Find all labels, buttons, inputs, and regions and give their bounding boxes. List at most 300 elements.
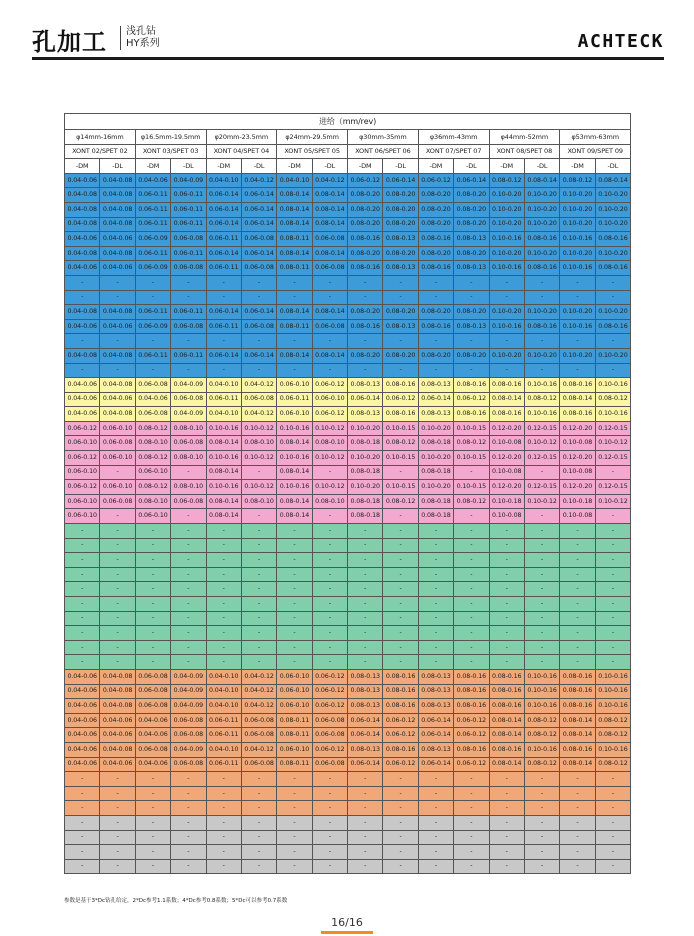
feed-value-cell: 0.08-0.20 (348, 305, 383, 320)
feed-value-cell: - (100, 786, 135, 801)
feed-value-cell: 0.06-0.11 (206, 392, 241, 407)
feed-value-cell: 0.08-0.20 (454, 202, 489, 217)
feed-value-cell: - (241, 611, 276, 626)
table-row (65, 801, 631, 816)
feed-value-cell: - (171, 553, 206, 568)
feed-value-cell: 0.06-0.12 (312, 669, 347, 684)
feed-value-cell: 0.06-0.08 (241, 392, 276, 407)
feed-value-cell: 0.08-0.16 (595, 232, 631, 247)
feed-value-cell: - (100, 611, 135, 626)
feed-value-cell: 0.10-0.16 (277, 421, 312, 436)
diameter-range-header: φ24mm-29.5mm (277, 130, 348, 145)
table-row (65, 742, 631, 757)
feed-value-cell: 0.10-0.20 (348, 480, 383, 495)
feed-value-cell: - (206, 363, 241, 378)
feed-value-cell: 0.04-0.06 (65, 757, 100, 772)
feed-value-cell: - (241, 567, 276, 582)
feed-value-cell: - (560, 363, 595, 378)
feed-value-cell: 0.10-0.16 (560, 319, 595, 334)
feed-value-cell: 0.08-0.10 (171, 480, 206, 495)
feed-value-cell: - (560, 553, 595, 568)
feed-value-cell: - (418, 640, 453, 655)
feed-value-cell: - (206, 830, 241, 845)
feed-value-cell: - (312, 640, 347, 655)
feed-value-cell: 0.06-0.12 (312, 684, 347, 699)
feed-value-cell: - (560, 845, 595, 860)
feed-value-cell: 0.08-0.12 (524, 757, 559, 772)
feed-value-cell: - (277, 553, 312, 568)
feed-value-cell: - (100, 815, 135, 830)
feed-value-cell: 0.08-0.14 (595, 173, 631, 188)
feed-value-cell: 0.08-0.13 (348, 669, 383, 684)
drill-type-header: -DM (65, 159, 100, 174)
feed-value-cell: - (383, 786, 418, 801)
feed-value-cell: 0.04-0.10 (206, 378, 241, 393)
feed-value-cell: 0.08-0.13 (383, 232, 418, 247)
feed-value-cell: - (489, 815, 524, 830)
feed-value-cell: 0.06-0.09 (135, 261, 170, 276)
feed-value-cell: - (277, 815, 312, 830)
table-row (65, 699, 631, 714)
feed-value-cell: - (595, 786, 631, 801)
feed-value-cell: 0.08-0.20 (418, 217, 453, 232)
feed-value-cell: 0.04-0.06 (65, 684, 100, 699)
feed-value-cell: 0.08-0.16 (418, 261, 453, 276)
feed-value-cell: 0.08-0.20 (418, 188, 453, 203)
feed-value-cell: 0.10-0.20 (560, 217, 595, 232)
feed-value-cell: 0.06-0.12 (348, 173, 383, 188)
feed-value-cell: - (348, 801, 383, 816)
feed-value-cell: - (418, 786, 453, 801)
feed-value-cell: 0.08-0.14 (206, 509, 241, 524)
feed-value-cell: - (135, 830, 170, 845)
feed-value-cell: 0.06-0.11 (171, 188, 206, 203)
feed-value-cell: 0.08-0.16 (348, 232, 383, 247)
feed-value-cell: - (171, 567, 206, 582)
feed-value-cell: 0.10-0.08 (489, 465, 524, 480)
feed-value-cell: - (241, 830, 276, 845)
table-row (65, 845, 631, 860)
feed-value-cell: 0.04-0.06 (100, 757, 135, 772)
feed-value-cell: - (312, 290, 347, 305)
feed-value-cell: - (171, 845, 206, 860)
feed-value-cell: 0.08-0.10 (135, 436, 170, 451)
feed-value-cell: 0.06-0.10 (277, 669, 312, 684)
table-row (65, 728, 631, 743)
feed-value-cell: 0.06-0.12 (383, 757, 418, 772)
feed-value-cell: 0.08-0.13 (418, 684, 453, 699)
feed-value-cell: 0.12-0.20 (560, 480, 595, 495)
feed-value-cell: - (171, 655, 206, 670)
feed-value-cell: 0.08-0.14 (312, 188, 347, 203)
feed-value-cell: - (524, 582, 559, 597)
feed-value-cell: - (489, 655, 524, 670)
feed-value-cell: 0.06-0.14 (383, 173, 418, 188)
feed-value-cell: - (241, 275, 276, 290)
feed-value-cell: - (524, 772, 559, 787)
feed-value-cell: - (595, 290, 631, 305)
feed-value-cell: 0.08-0.20 (418, 202, 453, 217)
feed-value-cell: - (100, 509, 135, 524)
feed-value-cell: - (135, 655, 170, 670)
feed-value-cell: 0.06-0.10 (100, 451, 135, 466)
feed-value-cell: 0.04-0.08 (100, 188, 135, 203)
feed-value-cell: - (135, 567, 170, 582)
feed-value-cell: 0.10-0.12 (524, 494, 559, 509)
feed-value-cell: - (277, 801, 312, 816)
feed-value-cell: 0.08-0.12 (560, 173, 595, 188)
feed-value-cell: - (383, 524, 418, 539)
feed-value-cell: 0.08-0.16 (524, 232, 559, 247)
feed-value-cell: - (383, 597, 418, 612)
feed-value-cell: 0.04-0.08 (100, 173, 135, 188)
feed-value-cell: - (418, 363, 453, 378)
feed-value-cell: - (171, 626, 206, 641)
feed-value-cell: - (595, 815, 631, 830)
feed-value-cell: - (524, 830, 559, 845)
feed-value-cell: 0.06-0.11 (135, 246, 170, 261)
feed-value-cell: 0.06-0.12 (454, 392, 489, 407)
feed-value-cell: - (489, 845, 524, 860)
feed-value-cell: - (241, 290, 276, 305)
feed-value-cell: 0.04-0.09 (171, 699, 206, 714)
feed-value-cell: - (560, 524, 595, 539)
table-title: 进给（mm/rev) (65, 114, 631, 130)
feed-value-cell: - (348, 524, 383, 539)
feed-value-cell: 0.10-0.15 (383, 451, 418, 466)
feed-value-cell: - (277, 845, 312, 860)
drill-type-header: -DL (383, 159, 418, 174)
feed-value-cell: - (312, 859, 347, 874)
feed-value-cell: - (348, 567, 383, 582)
feed-value-cell: - (171, 815, 206, 830)
feed-value-cell: - (454, 567, 489, 582)
feed-value-cell: 0.06-0.12 (65, 480, 100, 495)
feed-value-cell: 0.06-0.08 (241, 713, 276, 728)
feed-value-cell: 0.04-0.06 (65, 232, 100, 247)
feed-value-cell: - (595, 597, 631, 612)
feed-value-cell: 0.04-0.08 (100, 684, 135, 699)
feed-value-cell: 0.08-0.12 (524, 713, 559, 728)
feed-value-cell: 0.08-0.16 (489, 378, 524, 393)
feed-value-cell: 0.12-0.20 (489, 480, 524, 495)
feed-value-cell: - (100, 859, 135, 874)
page-number-underline (321, 931, 373, 934)
feed-value-cell: - (65, 801, 100, 816)
feed-value-cell: - (383, 772, 418, 787)
feed-value-cell: - (135, 275, 170, 290)
feed-value-cell: - (454, 582, 489, 597)
feed-value-cell: - (595, 611, 631, 626)
feed-value-cell: 0.08-0.13 (348, 407, 383, 422)
feed-value-cell: 0.10-0.20 (489, 202, 524, 217)
feed-value-cell: 0.08-0.14 (560, 757, 595, 772)
table-row (65, 363, 631, 378)
feed-value-cell: 0.08-0.10 (312, 436, 347, 451)
feed-value-cell: 0.04-0.09 (171, 407, 206, 422)
feed-value-cell: 0.10-0.16 (277, 451, 312, 466)
feed-value-cell: - (241, 538, 276, 553)
feed-value-cell: 0.08-0.18 (418, 436, 453, 451)
feed-value-cell: - (65, 640, 100, 655)
feed-value-cell: 0.04-0.10 (277, 173, 312, 188)
feed-value-cell: 0.04-0.10 (206, 699, 241, 714)
feed-value-cell: - (277, 597, 312, 612)
feed-value-cell: 0.08-0.10 (135, 494, 170, 509)
feed-value-cell: 0.04-0.06 (65, 261, 100, 276)
feed-value-cell: 0.06-0.08 (171, 494, 206, 509)
page-number: 16/16 (331, 916, 363, 929)
feed-value-cell: - (418, 524, 453, 539)
feed-value-cell: 0.06-0.12 (454, 757, 489, 772)
feed-value-cell: 0.10-0.16 (489, 319, 524, 334)
feed-value-cell: 0.10-0.16 (206, 421, 241, 436)
table-row (65, 319, 631, 334)
feed-value-cell: 0.06-0.10 (65, 436, 100, 451)
table-row (65, 392, 631, 407)
feed-value-cell: - (348, 334, 383, 349)
feed-value-cell: 0.04-0.06 (65, 699, 100, 714)
table-row (65, 217, 631, 232)
feed-value-cell: 0.08-0.16 (595, 319, 631, 334)
feed-value-cell: - (454, 801, 489, 816)
table-title-row (65, 114, 631, 130)
feed-value-cell: 0.06-0.11 (171, 305, 206, 320)
feed-value-cell: 0.08-0.11 (277, 232, 312, 247)
feed-value-cell: 0.06-0.11 (135, 348, 170, 363)
feed-value-cell: 0.08-0.11 (277, 757, 312, 772)
feed-value-cell: 0.04-0.08 (65, 202, 100, 217)
feed-value-cell: 0.04-0.10 (206, 407, 241, 422)
feed-value-cell: - (489, 363, 524, 378)
feed-value-cell: - (312, 465, 347, 480)
feed-value-cell: 0.10-0.16 (489, 232, 524, 247)
feed-value-cell: 0.08-0.10 (171, 421, 206, 436)
feed-value-cell: - (171, 801, 206, 816)
feed-value-cell: - (595, 553, 631, 568)
feed-value-cell: 0.10-0.15 (383, 421, 418, 436)
feed-value-cell: - (100, 801, 135, 816)
feed-value-cell: 0.06-0.11 (206, 232, 241, 247)
feed-value-cell: 0.08-0.16 (489, 742, 524, 757)
feed-value-cell: 0.10-0.16 (524, 407, 559, 422)
feed-value-cell: 0.08-0.16 (383, 699, 418, 714)
table-row (65, 290, 631, 305)
feed-value-cell: 0.08-0.12 (383, 436, 418, 451)
table-row (65, 830, 631, 845)
feed-value-cell: 0.08-0.18 (348, 436, 383, 451)
feed-value-cell: - (241, 772, 276, 787)
feed-value-cell: 0.08-0.16 (560, 699, 595, 714)
drill-type-header: -DM (348, 159, 383, 174)
drill-type-header: -DL (454, 159, 489, 174)
feed-value-cell: - (454, 538, 489, 553)
feed-value-cell: - (489, 290, 524, 305)
feed-value-cell: 0.10-0.16 (595, 378, 631, 393)
feed-value-cell: - (454, 275, 489, 290)
feed-value-cell: 0.08-0.14 (206, 436, 241, 451)
feed-value-cell: 0.08-0.14 (277, 348, 312, 363)
feed-value-cell: 0.10-0.20 (595, 348, 631, 363)
table-row (65, 582, 631, 597)
feed-value-cell: 0.06-0.08 (135, 669, 170, 684)
feed-value-cell: - (524, 290, 559, 305)
feed-value-cell: - (348, 859, 383, 874)
feed-value-cell: - (135, 334, 170, 349)
feed-value-cell: 0.04-0.08 (100, 407, 135, 422)
feed-value-cell: 0.06-0.08 (100, 436, 135, 451)
feed-value-cell: 0.08-0.12 (383, 494, 418, 509)
feed-value-cell: 0.08-0.20 (348, 202, 383, 217)
feed-value-cell: - (595, 655, 631, 670)
feed-value-cell: 0.04-0.12 (241, 699, 276, 714)
feed-value-cell: - (454, 830, 489, 845)
feed-value-cell: 0.08-0.16 (454, 669, 489, 684)
feed-value-cell: - (383, 859, 418, 874)
feed-value-cell: 0.08-0.16 (489, 699, 524, 714)
feed-value-cell: 0.06-0.08 (312, 319, 347, 334)
feed-value-cell: 0.10-0.16 (277, 480, 312, 495)
feed-value-cell: - (418, 801, 453, 816)
feed-value-cell: - (241, 582, 276, 597)
feed-value-cell: 0.08-0.13 (348, 684, 383, 699)
feed-value-cell: 0.08-0.12 (595, 757, 631, 772)
feed-value-cell: 0.08-0.14 (560, 392, 595, 407)
feed-value-cell: 0.08-0.14 (312, 348, 347, 363)
diameter-range-header: φ30mm-35mm (348, 130, 419, 145)
feed-value-cell: 0.10-0.20 (595, 188, 631, 203)
feed-value-cell: - (418, 611, 453, 626)
feed-value-cell: 0.06-0.08 (135, 684, 170, 699)
feed-value-cell: - (241, 786, 276, 801)
feed-value-cell: 0.08-0.20 (454, 188, 489, 203)
feed-value-cell: 0.04-0.09 (171, 684, 206, 699)
feed-value-cell: 0.08-0.16 (560, 742, 595, 757)
feed-value-cell: 0.06-0.12 (312, 699, 347, 714)
feed-value-cell: 0.06-0.12 (454, 728, 489, 743)
feed-value-cell: - (560, 334, 595, 349)
feed-value-cell: 0.04-0.08 (100, 669, 135, 684)
feed-value-cell: - (100, 845, 135, 860)
feed-value-cell: 0.06-0.12 (65, 451, 100, 466)
feed-value-cell: - (206, 611, 241, 626)
feed-value-cell: - (206, 275, 241, 290)
feed-value-cell: - (489, 538, 524, 553)
feed-value-cell: - (206, 845, 241, 860)
feed-value-cell: - (277, 772, 312, 787)
feed-value-cell: - (418, 830, 453, 845)
feed-value-cell: 0.04-0.12 (312, 173, 347, 188)
feed-value-cell: - (312, 655, 347, 670)
feed-value-cell: 0.10-0.20 (560, 188, 595, 203)
feed-value-cell: - (348, 597, 383, 612)
feed-value-cell: - (171, 597, 206, 612)
feed-value-cell: 0.06-0.14 (348, 757, 383, 772)
feed-value-cell: - (135, 597, 170, 612)
feed-value-cell: 0.10-0.16 (560, 261, 595, 276)
feed-value-cell: - (206, 597, 241, 612)
table-row (65, 451, 631, 466)
feed-value-cell: - (383, 655, 418, 670)
feed-value-cell: 0.08-0.20 (383, 246, 418, 261)
feed-value-cell: - (489, 801, 524, 816)
feed-value-cell: 0.08-0.14 (312, 246, 347, 261)
table-row (65, 713, 631, 728)
feed-value-cell: 0.08-0.18 (348, 509, 383, 524)
feed-value-cell: - (171, 363, 206, 378)
feed-value-cell: 0.04-0.09 (171, 669, 206, 684)
feed-value-cell: - (454, 597, 489, 612)
feed-value-cell: 0.08-0.14 (277, 465, 312, 480)
table-row (65, 524, 631, 539)
feed-value-cell: 0.04-0.12 (241, 669, 276, 684)
feed-value-cell: - (383, 553, 418, 568)
diameter-range-row (65, 130, 631, 145)
feed-value-cell: 0.08-0.14 (524, 173, 559, 188)
feed-value-cell: 0.04-0.06 (65, 407, 100, 422)
table-row (65, 421, 631, 436)
feed-value-cell: 0.06-0.08 (241, 232, 276, 247)
feed-value-cell: 0.10-0.16 (560, 232, 595, 247)
feed-value-cell: 0.12-0.15 (524, 480, 559, 495)
feed-value-cell: - (595, 509, 631, 524)
feed-value-cell: 0.06-0.14 (206, 348, 241, 363)
feed-value-cell: - (418, 582, 453, 597)
feed-value-cell: - (171, 582, 206, 597)
feed-value-cell: 0.10-0.20 (418, 480, 453, 495)
feed-value-cell: - (100, 465, 135, 480)
feed-value-cell: - (206, 334, 241, 349)
feed-value-cell: 0.04-0.06 (65, 319, 100, 334)
feed-value-cell: - (348, 626, 383, 641)
drill-type-header: -DL (524, 159, 559, 174)
feed-value-cell: - (312, 582, 347, 597)
feed-value-cell: - (454, 553, 489, 568)
feed-value-cell: 0.10-0.20 (560, 246, 595, 261)
feed-value-cell: 0.06-0.08 (312, 728, 347, 743)
feed-value-cell: 0.10-0.20 (524, 348, 559, 363)
feed-value-cell: 0.08-0.20 (418, 305, 453, 320)
feed-value-cell: 0.08-0.14 (560, 713, 595, 728)
feed-value-cell: 0.10-0.16 (524, 742, 559, 757)
feed-value-cell: - (489, 640, 524, 655)
feed-value-cell: 0.08-0.10 (241, 494, 276, 509)
feed-value-cell: 0.08-0.16 (489, 669, 524, 684)
feed-value-cell: - (348, 772, 383, 787)
feed-value-cell: - (524, 801, 559, 816)
table-row (65, 669, 631, 684)
feed-value-cell: - (277, 290, 312, 305)
feed-value-cell: 0.10-0.15 (454, 451, 489, 466)
feed-value-cell: - (383, 290, 418, 305)
diameter-range-header: φ16.5mm-19.5mm (135, 130, 206, 145)
feed-value-cell: - (524, 845, 559, 860)
feed-value-cell: - (383, 801, 418, 816)
feed-value-cell: 0.08-0.14 (277, 202, 312, 217)
feed-value-cell: 0.08-0.20 (418, 246, 453, 261)
feed-value-cell: - (241, 363, 276, 378)
feed-value-cell: 0.08-0.16 (524, 319, 559, 334)
insert-model-header: XONT 06/SPET 06 (348, 144, 419, 159)
feed-value-cell: - (560, 772, 595, 787)
feed-value-cell: 0.06-0.08 (171, 728, 206, 743)
feed-value-cell: 0.08-0.16 (454, 378, 489, 393)
feed-value-cell: 0.08-0.14 (277, 436, 312, 451)
feed-value-cell: 0.08-0.16 (454, 699, 489, 714)
feed-value-cell: 0.06-0.10 (277, 742, 312, 757)
feed-value-cell: 0.08-0.20 (383, 188, 418, 203)
feed-value-cell: - (595, 334, 631, 349)
